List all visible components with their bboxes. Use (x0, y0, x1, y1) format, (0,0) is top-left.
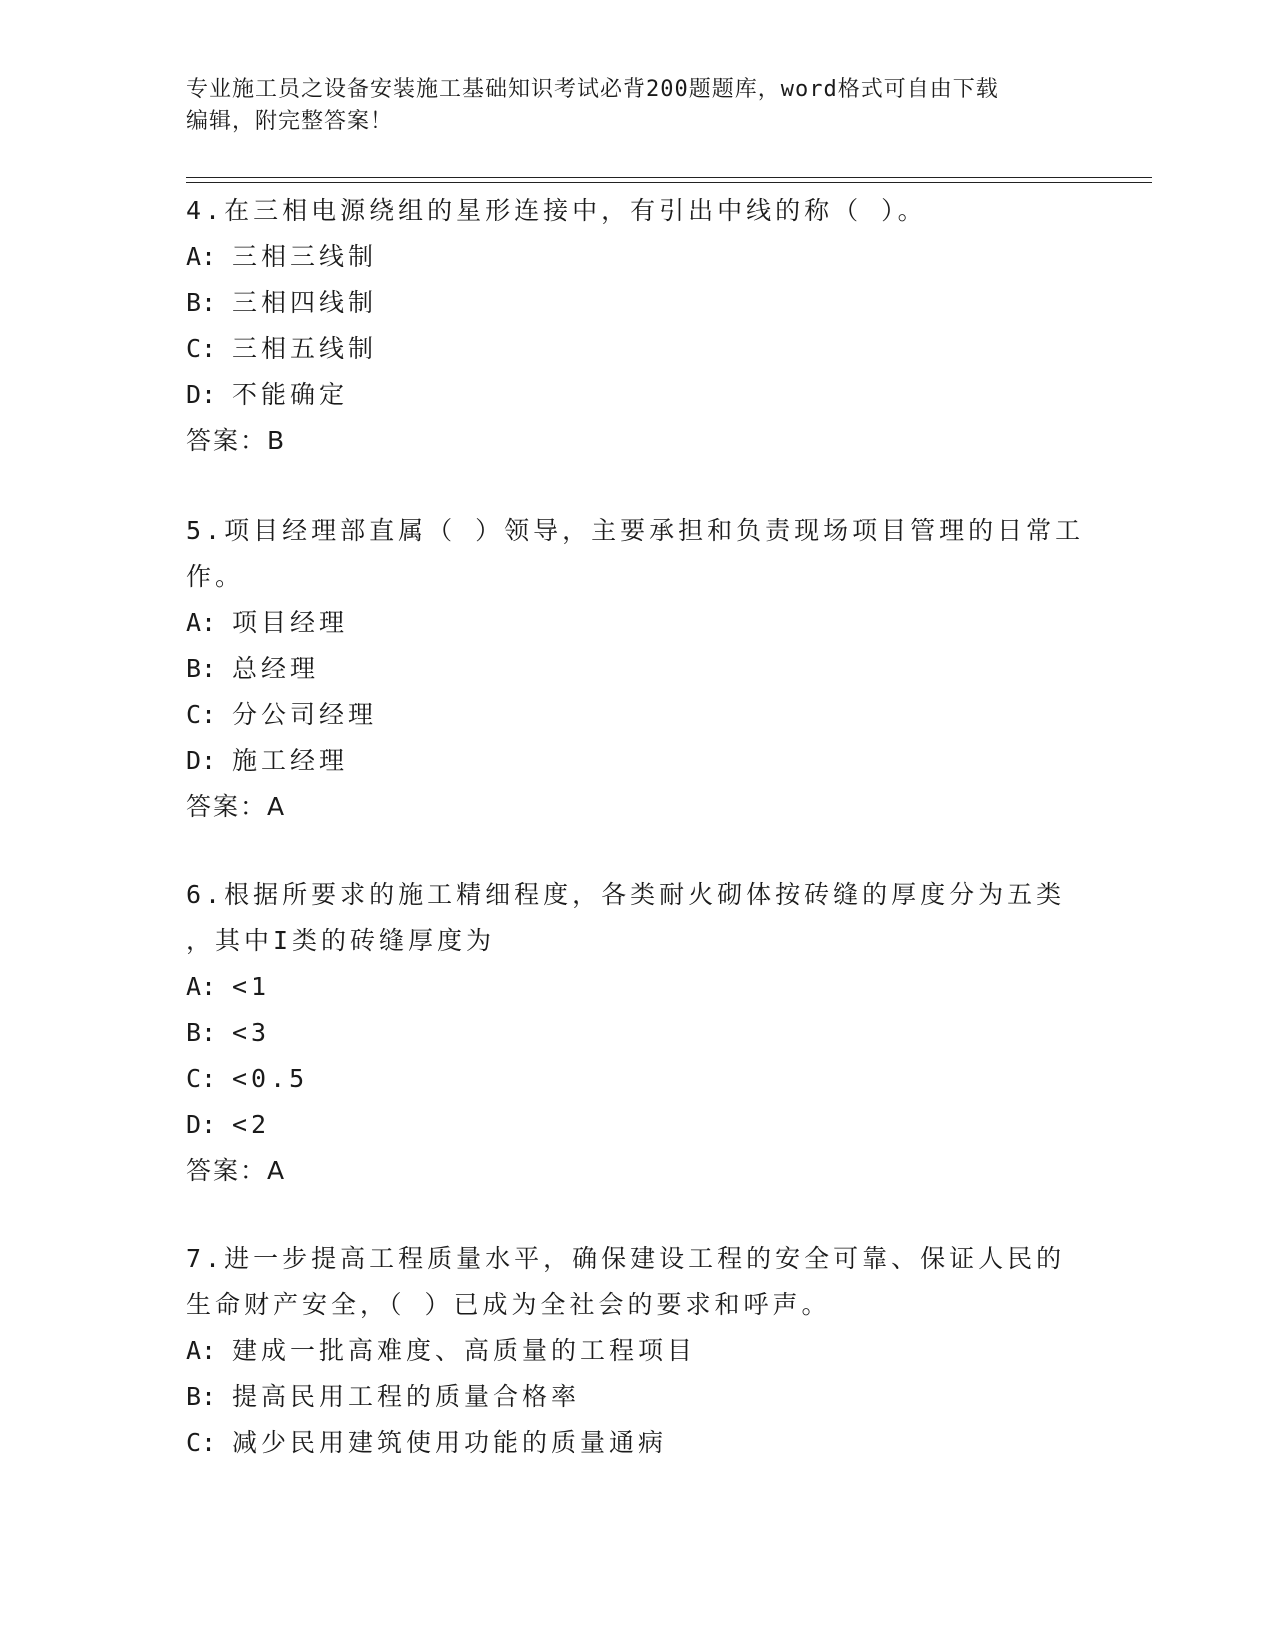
option-a (186, 234, 1086, 280)
answer-line: 答案：A (186, 1156, 287, 1185)
header-line-1: 专业施工员之设备安装施工基础知识考试必背200题题库，word格式可自由下载 (186, 77, 999, 102)
option-letter: D: (186, 1110, 217, 1139)
option-text: 三相五线制 (232, 334, 378, 363)
option-letter: A: (186, 608, 217, 637)
option-letter: C: (186, 334, 217, 363)
header-rule-top (186, 177, 1152, 178)
header-line-2: 编辑，附完整答案！ (186, 109, 394, 134)
option-text: 分公司经理 (232, 700, 378, 729)
option-b (186, 646, 1086, 692)
option-c (186, 692, 1086, 738)
header-rule-bottom (186, 182, 1152, 183)
option-text: <3 (232, 1018, 271, 1047)
question-7 (186, 1236, 1086, 1466)
option-text: <0.5 (232, 1064, 309, 1093)
document-header (186, 74, 1086, 138)
option-a (186, 1328, 1086, 1374)
option-text: 不能确定 (232, 380, 349, 409)
option-c (186, 1056, 1086, 1102)
question-text-line-2: ，其中I类的砖缝厚度为 (186, 926, 496, 955)
question-text-line-1: 7.进一步提高工程质量水平，确保建设工程的安全可靠、保证人民的 (186, 1244, 1066, 1273)
option-letter: C: (186, 700, 217, 729)
option-c (186, 1420, 1086, 1466)
option-text: 施工经理 (232, 746, 349, 775)
option-d (186, 1102, 1086, 1148)
option-text: 三相三线制 (232, 242, 378, 271)
option-d (186, 372, 1086, 418)
option-a (186, 600, 1086, 646)
option-text: <2 (232, 1110, 271, 1139)
option-letter: B: (186, 1382, 217, 1411)
question-text-line-2: 生命财产安全，（ ）已成为全社会的要求和呼声。 (186, 1290, 831, 1319)
question-text: 4.在三相电源绕组的星形连接中，有引出中线的称（ ）。 (186, 196, 927, 225)
option-text: 总经理 (232, 654, 320, 683)
option-letter: C: (186, 1064, 217, 1093)
question-text-line-1: 5.项目经理部直属（ ）领导，主要承担和负责现场项目管理的日常工 (186, 516, 1085, 545)
option-letter: C: (186, 1428, 217, 1457)
question-4 (186, 188, 1086, 464)
option-letter: A: (186, 1336, 217, 1365)
question-5 (186, 508, 1086, 830)
option-letter: B: (186, 1018, 217, 1047)
option-b (186, 1374, 1086, 1420)
option-c (186, 326, 1086, 372)
option-letter: A: (186, 242, 217, 271)
option-text: 项目经理 (232, 608, 349, 637)
option-a (186, 964, 1086, 1010)
option-text: <1 (232, 972, 271, 1001)
option-letter: B: (186, 654, 217, 683)
option-d (186, 738, 1086, 784)
option-text: 减少民用建筑使用功能的质量通病 (232, 1428, 668, 1457)
option-letter: D: (186, 380, 217, 409)
question-text-line-1: 6.根据所要求的施工精细程度，各类耐火砌体按砖缝的厚度分为五类 (186, 880, 1066, 909)
answer-line: 答案：B (186, 426, 287, 455)
option-text: 三相四线制 (232, 288, 378, 317)
option-text: 建成一批高难度、高质量的工程项目 (232, 1336, 697, 1365)
option-b (186, 280, 1086, 326)
option-text: 提高民用工程的质量合格率 (232, 1382, 581, 1411)
option-letter: B: (186, 288, 217, 317)
question-text-line-2: 作。 (186, 562, 245, 591)
question-6 (186, 872, 1086, 1194)
option-letter: A: (186, 972, 217, 1001)
option-letter: D: (186, 746, 217, 775)
answer-line: 答案：A (186, 792, 287, 821)
option-b (186, 1010, 1086, 1056)
